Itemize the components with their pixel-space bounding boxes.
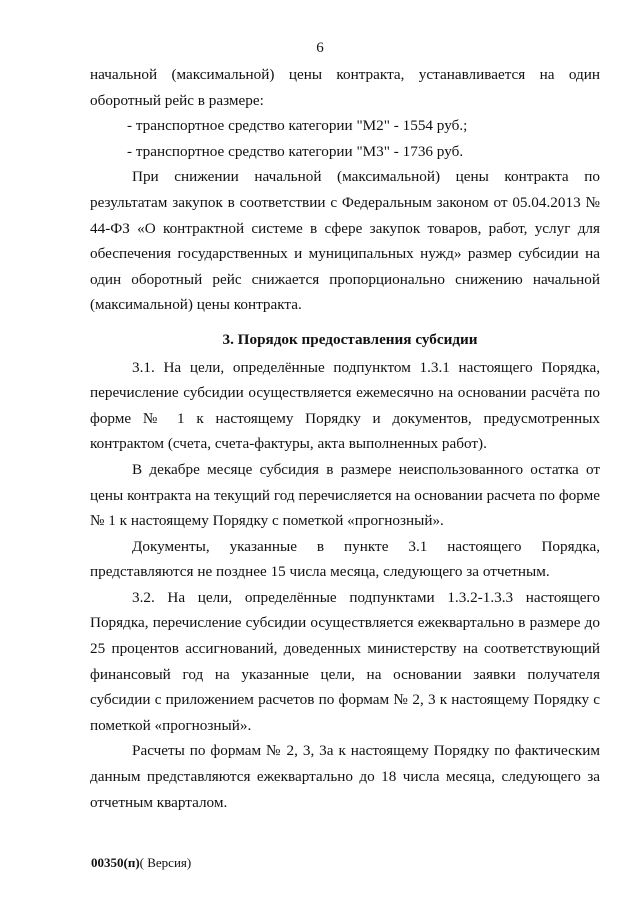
paragraph-december: В декабре месяце субсидия в размере неиспользованного остатка от цены контракта на текущий год перечисляется на основании расчета по форме № 1 к настоящему Порядку с пометкой «прогнозный».	[90, 460, 600, 530]
section-heading: 3. Порядок предоставления субсидии	[222, 330, 478, 348]
paragraph-documents: Документы, указанные в пункте 3.1 настоящего Порядка, представляются не позднее 15 числа месяца, следующего за отчетным.	[90, 537, 600, 581]
paragraph-3-1: 3.1. На цели, определённые подпунктом 1.3.1 настоящего Порядка, перечисление субсидии осуществляется ежемесячно на основании расчёта по форме № 1 к настоящему Порядку и документов, предусмотренных контрактом (счета, счета-фактуры, акта выполненных работ).	[90, 358, 600, 453]
footer	[91, 855, 191, 871]
list-item-m2: - транспортное средство категории "М2" - 1554 руб.;	[127, 117, 468, 135]
footer-code: 00350(п)	[91, 855, 140, 870]
page-number: 6	[316, 40, 324, 56]
paragraph-rate-intro: начальной (максимальной) цены контракта, устанавливается на один оборотный рейс в размере:	[90, 66, 600, 109]
paragraph-price-reduction: При снижении начальной (максимальной) цены контракта по результатам закупок в соответствии с Федеральным законом от 05.04.2013 № 44-ФЗ «О контрактной системе в сфере закупок товаров, работ, услуг для обеспечения государственных и муниципальных нужд» размер субсидии на один оборотный рейс снижается пропорционально снижению начальной (максимальной) цены контракта.	[90, 168, 600, 314]
paragraph-3-2: 3.2. На цели, определённые подпунктами 1.3.2-1.3.3 настоящего Порядка, перечисление субсидии осуществляется ежеквартально в размере до 25 процентов ассигнований, доведенных министерству на соответствующий финансовый год на указанные цели, на основании заявки получателя субсидии с приложением расчетов по формам № 2, 3 к настоящему Порядку с пометкой «прогнозный».	[90, 588, 600, 734]
list-item-m3: - транспортное средство категории "М3" - 1736 руб.	[127, 142, 464, 160]
footer-version: ( Версия)	[139, 855, 192, 870]
paragraph-calculations: Расчеты по формам № 2, 3, 3а к настоящему Порядку по фактическим данным представляются ежеквартально до 18 числа месяца, следующего за отчетным кварталом.	[90, 742, 600, 811]
document-body	[90, 62, 600, 815]
